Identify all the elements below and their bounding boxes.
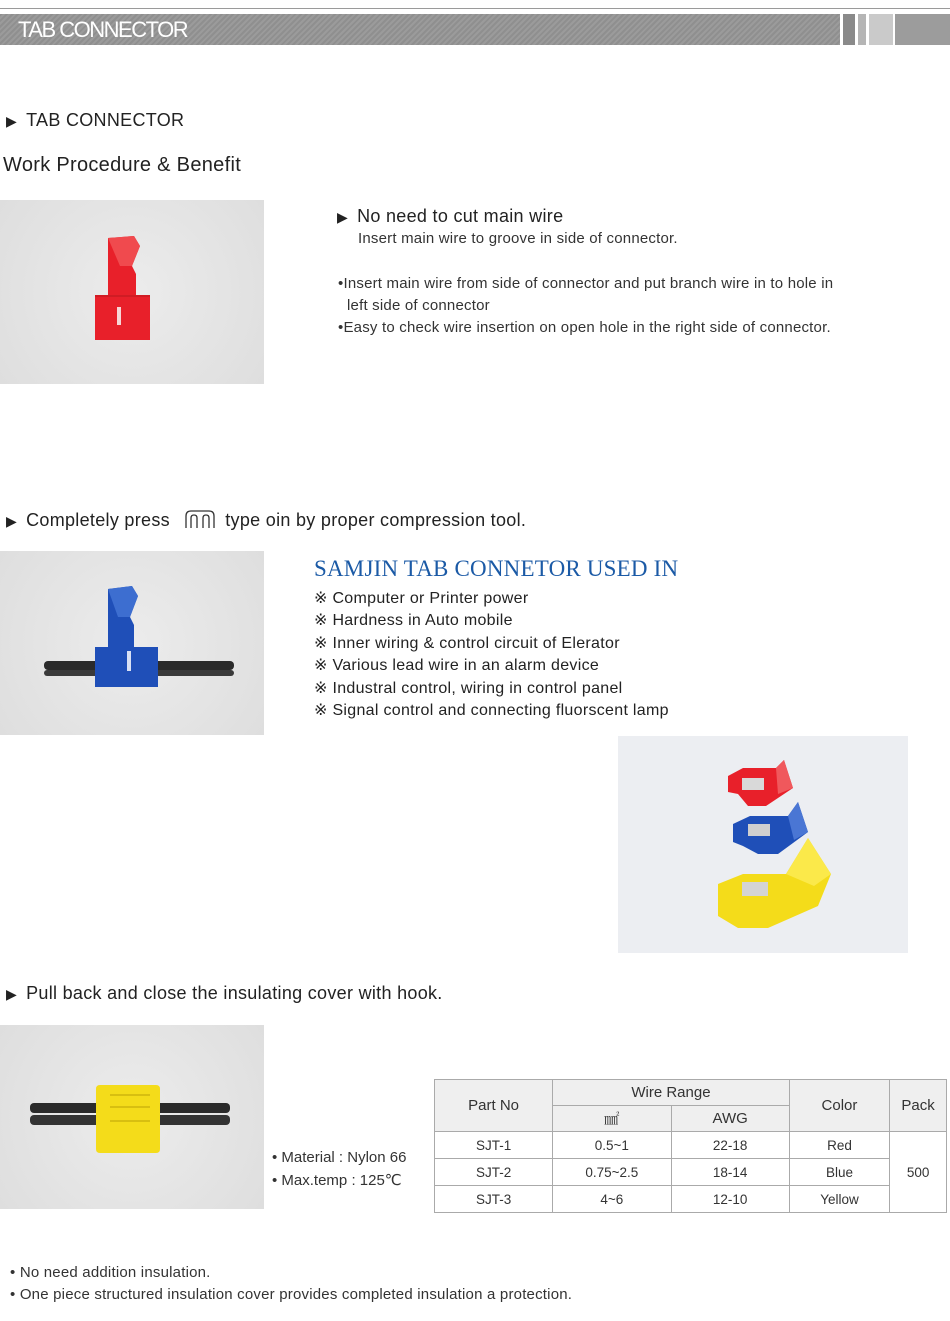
cell-pack: 500: [890, 1132, 947, 1213]
cell-awg: 22-18: [671, 1132, 789, 1159]
red-connector-icon: [0, 200, 264, 384]
th-part-no: Part No: [435, 1080, 553, 1132]
header-block: [869, 14, 893, 45]
table-row: [435, 1132, 947, 1159]
three-connectors-photo: [618, 736, 908, 953]
yellow-connector-photo: [0, 1025, 264, 1209]
th-awg: AWG: [671, 1106, 789, 1132]
header-block: [895, 14, 950, 45]
header-title: TAB CONNECTOR: [18, 17, 188, 42]
connector-group-icon: [618, 736, 908, 953]
usage-item: ※ Hardness in Auto mobile: [314, 612, 513, 630]
crimp-pin-icon: [183, 508, 217, 530]
blue-connector-icon: [0, 551, 264, 735]
table-row: [435, 1186, 947, 1213]
section-heading-text: TAB CONNECTOR: [26, 110, 185, 130]
header-block: [858, 14, 866, 45]
blue-connector-photo: [0, 551, 264, 735]
step2-heading: [6, 508, 526, 531]
cell-part: SJT-2: [435, 1159, 553, 1186]
footer-note: • One piece structured insulation cover provides completed insulation a protection.: [10, 1286, 573, 1303]
benefit-bullet-text: Easy to check wire insertion on open hole in the right side of connector.: [343, 319, 831, 336]
cell-color: Yellow: [789, 1186, 889, 1213]
usage-item: ※ Computer or Printer power: [314, 590, 529, 607]
benefit-heading: [337, 206, 563, 227]
usage-item: ※ Signal control and connecting fluorscent lamp: [314, 702, 669, 720]
cell-mm2: 0.75~2.5: [553, 1159, 671, 1186]
usage-item: ※ Inner wiring & control circuit of Elerator: [314, 634, 620, 652]
cell-part: SJT-1: [435, 1132, 553, 1159]
page-subtitle: Work Procedure & Benefit: [3, 154, 242, 176]
th-pack: Pack: [890, 1080, 947, 1132]
spec-table: [434, 1079, 947, 1213]
step2-text-before: Completely press: [26, 510, 170, 530]
cell-color: Red: [789, 1132, 889, 1159]
benefit-bullet-text: Insert main wire from side of connector and put branch wire in to hole in: [343, 275, 834, 292]
spec-material: • Material : Nylon 66: [272, 1149, 407, 1166]
th-color: Color: [789, 1080, 889, 1132]
samjin-title: SAMJIN TAB CONNETOR USED IN: [314, 556, 679, 581]
cell-awg: 18-14: [671, 1159, 789, 1186]
usage-list: [314, 588, 669, 722]
step3-heading: [6, 983, 443, 1004]
benefit-subtitle: Insert main wire to groove in side of connector.: [358, 230, 678, 247]
red-connector-photo: [0, 200, 264, 384]
cell-mm2: 0.5~1: [553, 1132, 671, 1159]
header-block: [843, 14, 855, 45]
footer-note: • No need addition insulation.: [10, 1264, 211, 1281]
th-wire-range: Wire Range: [553, 1080, 790, 1106]
section-heading: [6, 110, 184, 131]
triangle-bullet-icon: ▶: [6, 986, 18, 1002]
triangle-bullet-icon: ▶: [337, 209, 349, 225]
usage-item: ※ Various lead wire in an alarm device: [314, 657, 600, 675]
cell-part: SJT-3: [435, 1186, 553, 1213]
th-mm2: ㎟: [553, 1106, 671, 1132]
benefit-bullet-continued: left side of connector: [347, 297, 490, 314]
benefit-bullet: •Insert main wire from side of connector and put branch wire in to hole in: [338, 275, 834, 292]
triangle-bullet-icon: ▶: [6, 113, 18, 129]
table-row: [435, 1159, 947, 1186]
spec-maxtemp: • Max.temp : 125℃: [272, 1172, 402, 1189]
cell-mm2: 4~6: [553, 1186, 671, 1213]
usage-item: ※ Industral control, wiring in control panel: [314, 679, 623, 697]
benefit-title-text: No need to cut main wire: [357, 206, 564, 226]
cell-color: Blue: [789, 1159, 889, 1186]
cell-awg: 12-10: [671, 1186, 789, 1213]
benefit-bullet: •Easy to check wire insertion on open hole in the right side of connector.: [338, 319, 831, 336]
yellow-connector-icon: [0, 1025, 264, 1209]
step2-text-after: type oin by proper compression tool.: [225, 510, 527, 530]
step3-text: Pull back and close the insulating cover with hook.: [26, 983, 443, 1003]
triangle-bullet-icon: ▶: [6, 513, 18, 529]
header-top-rule: [0, 8, 950, 9]
